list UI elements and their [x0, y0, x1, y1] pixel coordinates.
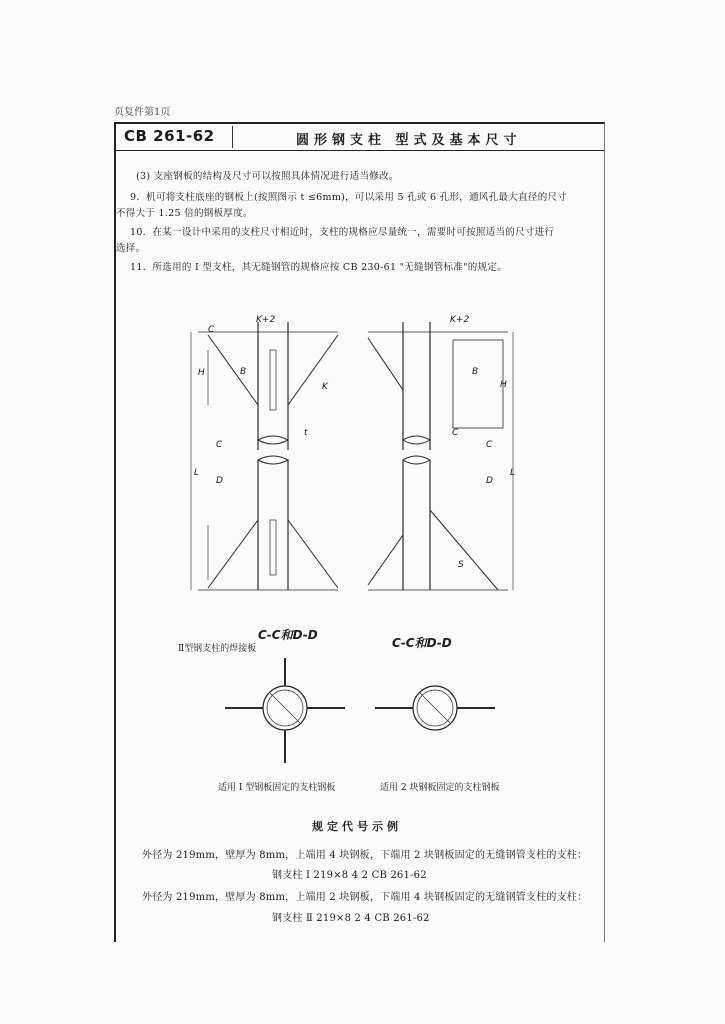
header-divider — [232, 126, 233, 148]
marking-example-2: 外径为 219mm，壁厚为 8mm，上端用 2 块钢板，下端用 4 块钢板固定的无缝钢管支柱的支柱： — [142, 892, 588, 903]
label-s-right: S — [458, 560, 464, 570]
section-title-right: C-C和D-D — [392, 636, 452, 650]
column-elevation-left — [188, 310, 348, 610]
note-3: (3) 支座钢板的结构及尺寸可以按照具体情况进行适当修改。 — [136, 171, 399, 182]
label-section-d-right: D — [486, 476, 493, 486]
label-l-left: L — [194, 468, 200, 478]
label-k2-top-left: K+2 — [256, 315, 276, 325]
label-t-left: t — [304, 428, 308, 438]
label-h-right: H — [500, 380, 507, 390]
label-section-c-left: C — [216, 440, 223, 450]
marking-title: 规定代号示例 — [312, 820, 402, 833]
note-9-continued: 不得大于 1.25 倍的钢板厚度。 — [116, 208, 253, 219]
label-h-left: H — [198, 368, 205, 378]
marking-code-2: 钢支柱 Ⅱ 219×8 2 4 CB 261-62 — [272, 913, 430, 924]
label-l-right: L — [510, 468, 516, 478]
label-k2-top-right: K+2 — [450, 315, 470, 325]
label-b-left: B — [240, 367, 247, 377]
corner-reference: 页复件第1页 — [114, 107, 171, 118]
label-c-right: C — [452, 428, 459, 438]
cross-section-left — [215, 658, 355, 768]
standard-code: CB 261-62 — [124, 127, 215, 145]
standard-header — [116, 124, 604, 151]
label-b-right: B — [472, 367, 479, 377]
section-note: Ⅱ型钢支柱的焊接板 — [178, 644, 257, 654]
marking-code-1: 钢支柱 I 219×8 4 2 CB 261-62 — [272, 870, 427, 881]
standard-title: 圆形钢支柱 型式及基本尺寸 — [296, 133, 522, 148]
caption-right-section: 适用 2 块钢板固定的支柱钢板 — [380, 783, 500, 793]
note-10: 10．在某一设计中采用的支柱尺寸相近时，支柱的规格应尽量统一，需要时可按照适当的尺寸进行 — [130, 227, 555, 238]
label-c-top-left: C — [208, 325, 215, 335]
note-10-continued: 选择。 — [116, 243, 146, 254]
caption-left-section: 适用 I 型钢板固定的支柱钢板 — [218, 783, 336, 793]
note-9: 9．机可将支柱底座的钢板上(按照图示 t ≤6mm)，可以采用 5 孔或 6 孔形，通风孔最大直径的尺寸 — [130, 192, 568, 203]
cross-section-right — [370, 668, 500, 748]
marking-example-1: 外径为 219mm，壁厚为 8mm，上端用 4 块钢板，下端用 2 块钢板固定的无缝钢管支柱的支柱： — [142, 850, 588, 861]
label-section-d-left: D — [216, 476, 223, 486]
note-11: 11．所选用的 I 型支柱，其无缝钢管的规格应按 CB 230-61 "无缝钢管标准"的规定。 — [130, 262, 507, 273]
label-k-left: K — [322, 382, 328, 392]
section-title-left: C-C和D-D — [258, 628, 318, 642]
label-section-c-right: C — [486, 440, 493, 450]
column-elevation-right — [358, 310, 518, 610]
